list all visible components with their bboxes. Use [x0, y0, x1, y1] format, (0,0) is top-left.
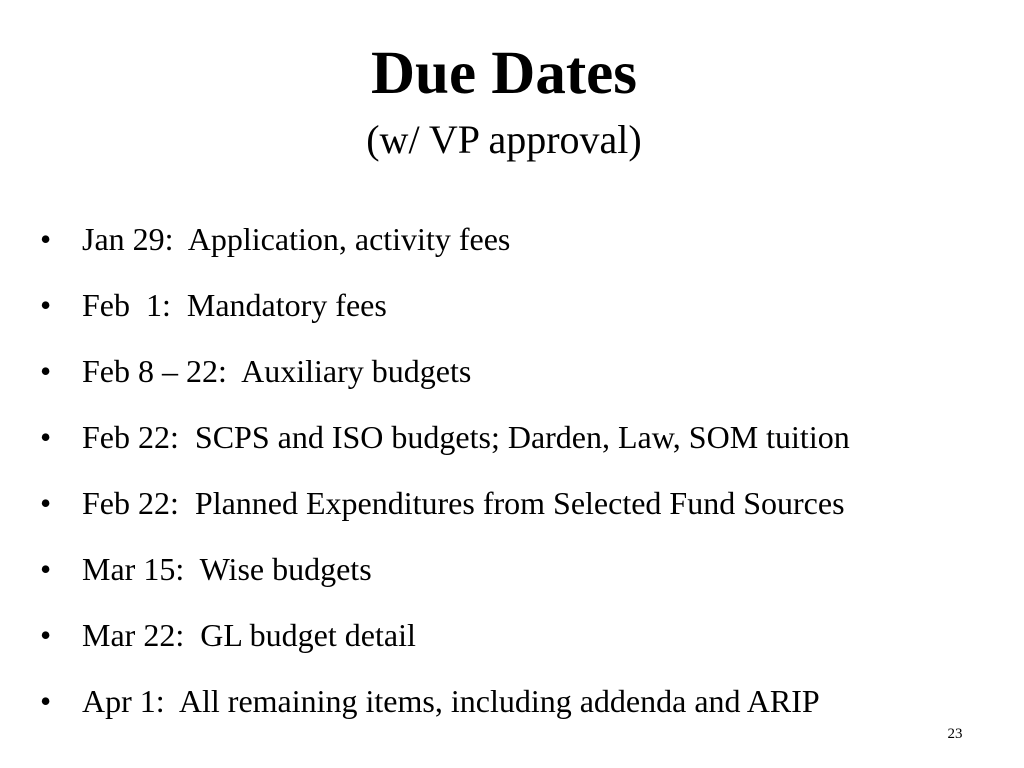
bullet-text: Feb 1: Mandatory fees [82, 287, 387, 323]
bullet-icon: • [40, 419, 52, 455]
slide-title: Due Dates [371, 40, 637, 107]
bullet-icon: • [40, 683, 52, 719]
bullet-text: Feb 22: SCPS and ISO budgets; Darden, Law, SOM tuition [82, 419, 850, 455]
slide-subtitle: (w/ VP approval) [366, 117, 642, 162]
bullet-icon: • [40, 287, 52, 323]
bullet-text: Mar 15: Wise budgets [82, 551, 372, 587]
bullet-icon: • [40, 485, 52, 521]
bullet-text: Jan 29: Application, activity fees [82, 221, 511, 257]
bullet-text: Apr 1: All remaining items, including addenda and ARIP [82, 683, 820, 719]
bullet-icon: • [40, 551, 52, 587]
bullet-icon: • [40, 221, 52, 257]
page-number: 23 [947, 726, 963, 742]
bullet-icon: • [40, 353, 52, 389]
bullet-icon: • [40, 617, 52, 653]
bullet-text: Feb 22: Planned Expenditures from Selected Fund Sources [82, 485, 845, 521]
bullet-text: Feb 8 – 22: Auxiliary budgets [82, 353, 472, 389]
bullet-text: Mar 22: GL budget detail [82, 617, 416, 653]
